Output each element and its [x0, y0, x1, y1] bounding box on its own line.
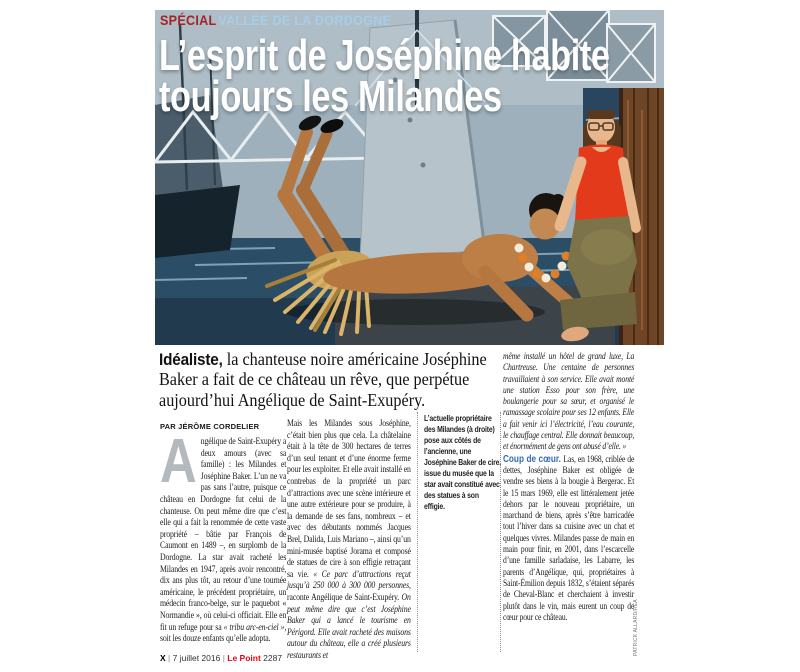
kicker [160, 12, 391, 28]
photo-credit: PATRICK ALLARD/RÉA [633, 599, 639, 656]
dropcap: A [160, 427, 197, 496]
column3-coup-de-coeur: Coup de cœur. Las, en 1968, criblée de dettes, Joséphine Baker est obligée de vendre ses biens à la bougie à Bergerac. Et le 15 mars 1969, elle est littéralement jetée dehors par le nouveau propriétaire, un marchand de biens, après s’être barricadée tout l’hiver dans sa cuisine avec un chat et quelques vivres. Milandes passe de main en main pour finir, en 2001, dans l’escarcelle d’une famille sarladaise, les Labarre, les parents d’Angélique, qui, propriétaires à Saint-Émilion depuis 1832, s’étaient séparés de Cheval-Blanc et cherchaient à investir plutôt dans le vin, mais eurent un coup de cœur pour ce château. [503, 453, 635, 623]
red-top [575, 145, 629, 227]
knee [581, 229, 633, 265]
page-footer: X | 7 juillet 2016 | Le Point 2287 [160, 653, 283, 663]
article-column-3 [503, 352, 634, 624]
headline-line1: L’esprit de Joséphine habite [159, 31, 610, 80]
photo-caption: L’actuelle propriétaire des Milandes (à droite) pose aux côtés de l’ancienne, une Joséphine Baker de cire, issue du musée que la star avait constitué avec des statues à son effigie. [424, 414, 502, 511]
gutter-dotted-rule-right [500, 412, 501, 652]
kicker-special: SPÉCIAL [160, 12, 217, 28]
hero-photo [155, 10, 664, 345]
column3-quote: même installé un hôtel de grand luxe, La Chartreuse. Une centaine de personnes travaillaient à son service. Elle avait monté une station Esso pour son frère, une boulangerie pour sa sœur, et organisé le ramassage scolaire pour ses 12 enfants. Elle a fait venir ici l’électricité, l’eau courante, le chauffage central. Elle donnait beaucoup, et énormément de gens ont abusé d’elle. » [503, 352, 635, 453]
headline [159, 31, 610, 121]
byline: PAR JÉRÔME CORDELIER [160, 422, 260, 431]
gutter-dotted-rule-left [417, 412, 418, 652]
kicker-section: VALLÉE DE LA DORDOGNE [218, 12, 392, 28]
article-column-1 [160, 427, 287, 646]
column1-text: ngélique de Saint-Exupéry a deux amours (avec sa famille) : les Milandes et Joséphine Baker. L’un ne va pas sans l’autre, puisque ce château en Dordogne fut celui de la chanteuse. On peut même dire que c’est elle qui a fait la renommée de cette vaste propriété – bâtie par François de Caumont en 1489 –, en surplomb de la Dordogne. La star avait racheté les Milandes en 1947, après avoir rencontré, dix ans plus tôt, au retour d’une tournée américaine, le précédent propriétaire, un médecin franco-belge, sur le paquebot « Normandie », où celui-ci officiait. Elle en fit un refuge pour sa « tribu arc-en-ciel », soit les douze enfants qu’elle adopta. [160, 437, 287, 645]
headline-line2: toujours les Milandes [159, 71, 502, 121]
article-column-2: Mais les Milandes sous Joséphine, c’était bien plus que cela. La châtelaine était à la tête de 300 hectares de terres d’un seul tenant et d’une énorme ferme pour les exploiter. Et elle avait installé en contrebas de la propriété un parc d’attractions avec une scène intérieure et une autre extérieure pour se produire, à la demande de ses fans, nombreux – et avec des débutants nommés Jacques Brel, Dalida, Luis Mariano –, ainsi qu’un mini-musée baptisé Jorama et composé de statues de cire à son effigie retraçant sa vie. « Ce parc d’attractions reçut jusqu’à 250 000 à 300 000 personnes, raconte Angélique de Saint-Exupéry. On peut même dire que c’est Joséphine Baker qui a lancé le tourisme en Périgord. Elle avait racheté des maisons autour du château, elle a créé plusieurs restaurants et [287, 419, 411, 661]
standfirst: Idéaliste, la chanteuse noire américaine Joséphine Baker a fait de ce château un rêve, que perpétue aujourd’hui Angélique de Saint-Exupéry. [159, 349, 487, 410]
